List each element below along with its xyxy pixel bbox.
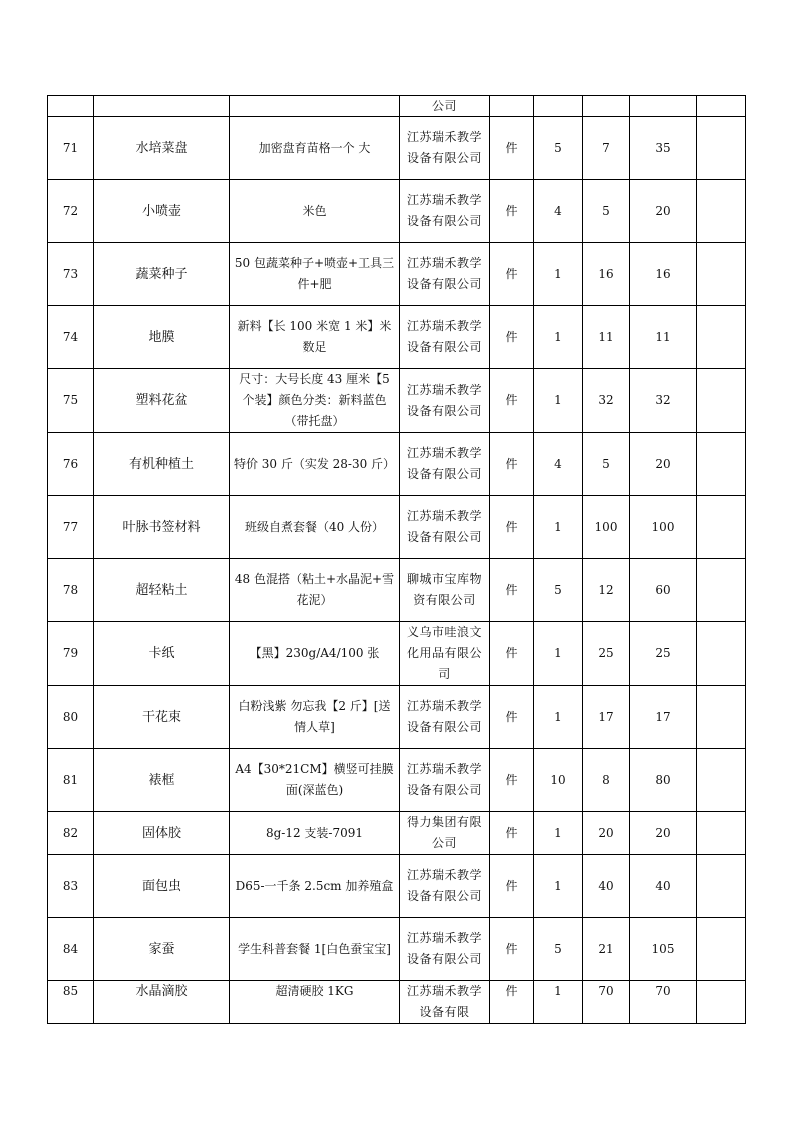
unit-cell: 件 — [490, 812, 534, 855]
quantity-cell: 5 — [534, 117, 583, 180]
unit-cell: 件 — [490, 433, 534, 496]
item-spec-cell: 学生科普套餐 1[白色蚕宝宝] — [230, 918, 400, 981]
item-spec-cell: 新料【长 100 米宽 1 米】米数足 — [230, 306, 400, 369]
unit-cell: 件 — [490, 981, 534, 1024]
item-name-cell: 超轻粘土 — [94, 559, 230, 622]
note-cell — [697, 622, 746, 686]
table-row — [48, 496, 746, 559]
unit-price-cell: 7 — [583, 117, 630, 180]
quantity-cell: 1 — [534, 981, 583, 1024]
quantity-cell: 10 — [534, 749, 583, 812]
unit-price-cell: 5 — [583, 180, 630, 243]
note-cell — [697, 243, 746, 306]
quantity-cell: 1 — [534, 686, 583, 749]
item-name-cell: 裱框 — [94, 749, 230, 812]
total-amount-cell: 105 — [630, 918, 697, 981]
item-spec-cell — [230, 96, 400, 117]
unit-price-cell: 100 — [583, 496, 630, 559]
table-body — [48, 96, 746, 1024]
item-name-cell: 干花束 — [94, 686, 230, 749]
row-number-cell: 76 — [48, 433, 94, 496]
total-amount-cell: 11 — [630, 306, 697, 369]
supplier-cell: 聊城市宝库物资有限公司 — [400, 559, 490, 622]
supplier-cell: 江苏瑞禾教学设备有限公司 — [400, 749, 490, 812]
item-name-cell: 面包虫 — [94, 855, 230, 918]
item-name-cell: 水培菜盘 — [94, 117, 230, 180]
item-name-cell: 固体胶 — [94, 812, 230, 855]
row-number-cell: 77 — [48, 496, 94, 559]
note-cell — [697, 96, 746, 117]
unit-cell: 件 — [490, 117, 534, 180]
total-amount-cell: 25 — [630, 622, 697, 686]
item-spec-cell: 特价 30 斤（实发 28-30 斤） — [230, 433, 400, 496]
unit-cell: 件 — [490, 749, 534, 812]
total-amount-cell — [630, 96, 697, 117]
table-row — [48, 918, 746, 981]
item-spec-cell: 班级自煮套餐（40 人份） — [230, 496, 400, 559]
note-cell — [697, 812, 746, 855]
table-row — [48, 96, 746, 117]
note-cell — [697, 117, 746, 180]
total-amount-cell: 20 — [630, 433, 697, 496]
quantity-cell: 1 — [534, 243, 583, 306]
table-row — [48, 433, 746, 496]
quantity-cell: 5 — [534, 918, 583, 981]
row-number-cell: 78 — [48, 559, 94, 622]
unit-cell: 件 — [490, 306, 534, 369]
item-spec-cell: 加密盘育苗格一个 大 — [230, 117, 400, 180]
row-number-cell: 81 — [48, 749, 94, 812]
item-spec-cell: A4【30*21CM】横竖可挂膜面(深蓝色) — [230, 749, 400, 812]
supplier-cell: 义乌市哇浪文化用品有限公司 — [400, 622, 490, 686]
note-cell — [697, 433, 746, 496]
supplier-cell: 江苏瑞禾教学设备有限公司 — [400, 855, 490, 918]
note-cell — [697, 180, 746, 243]
item-name-cell: 蔬菜种子 — [94, 243, 230, 306]
table-row — [48, 559, 746, 622]
row-number-cell: 74 — [48, 306, 94, 369]
supplier-cell: 江苏瑞禾教学设备有限公司 — [400, 306, 490, 369]
row-number-cell: 82 — [48, 812, 94, 855]
row-number-cell: 79 — [48, 622, 94, 686]
quantity-cell: 4 — [534, 433, 583, 496]
row-number-cell: 71 — [48, 117, 94, 180]
row-number-cell: 73 — [48, 243, 94, 306]
item-spec-cell: 白粉浅紫 勿忘我【2 斤】[送情人草] — [230, 686, 400, 749]
row-number-cell — [48, 96, 94, 117]
note-cell — [697, 686, 746, 749]
unit-price-cell: 16 — [583, 243, 630, 306]
unit-price-cell: 20 — [583, 812, 630, 855]
unit-price-cell — [583, 96, 630, 117]
unit-cell: 件 — [490, 918, 534, 981]
quantity-cell: 1 — [534, 812, 583, 855]
quantity-cell — [534, 96, 583, 117]
quantity-cell: 1 — [534, 306, 583, 369]
unit-cell — [490, 96, 534, 117]
unit-cell: 件 — [490, 369, 534, 433]
table-row — [48, 622, 746, 686]
item-spec-cell: D65-一千条 2.5cm 加养殖盒 — [230, 855, 400, 918]
item-name-cell: 地膜 — [94, 306, 230, 369]
row-number-cell: 83 — [48, 855, 94, 918]
supplier-cell: 江苏瑞禾教学设备有限公司 — [400, 117, 490, 180]
supplier-cell: 江苏瑞禾教学设备有限公司 — [400, 918, 490, 981]
note-cell — [697, 496, 746, 559]
table-row — [48, 855, 746, 918]
note-cell — [697, 749, 746, 812]
note-cell — [697, 369, 746, 433]
unit-price-cell: 32 — [583, 369, 630, 433]
item-name-cell — [94, 96, 230, 117]
supplier-cell: 江苏瑞禾教学设备有限公司 — [400, 496, 490, 559]
note-cell — [697, 306, 746, 369]
supplier-cell: 江苏瑞禾教学设备有限公司 — [400, 369, 490, 433]
table-row — [48, 180, 746, 243]
item-name-cell: 有机种植土 — [94, 433, 230, 496]
total-amount-cell: 32 — [630, 369, 697, 433]
unit-price-cell: 12 — [583, 559, 630, 622]
unit-cell: 件 — [490, 686, 534, 749]
table-row — [48, 749, 746, 812]
unit-price-cell: 5 — [583, 433, 630, 496]
quantity-cell: 4 — [534, 180, 583, 243]
total-amount-cell: 70 — [630, 981, 697, 1024]
total-amount-cell: 17 — [630, 686, 697, 749]
table-row — [48, 243, 746, 306]
total-amount-cell: 80 — [630, 749, 697, 812]
unit-cell: 件 — [490, 622, 534, 686]
table-row — [48, 981, 746, 1024]
total-amount-cell: 60 — [630, 559, 697, 622]
row-number-cell: 72 — [48, 180, 94, 243]
note-cell — [697, 981, 746, 1024]
row-number-cell: 85 — [48, 981, 94, 1024]
total-amount-cell: 20 — [630, 812, 697, 855]
unit-cell: 件 — [490, 243, 534, 306]
total-amount-cell: 16 — [630, 243, 697, 306]
unit-cell: 件 — [490, 180, 534, 243]
quantity-cell: 1 — [534, 496, 583, 559]
total-amount-cell: 40 — [630, 855, 697, 918]
unit-cell: 件 — [490, 496, 534, 559]
supplier-cell: 得力集团有限公司 — [400, 812, 490, 855]
table-row — [48, 306, 746, 369]
table-row — [48, 369, 746, 433]
table-row — [48, 812, 746, 855]
item-spec-cell: 米色 — [230, 180, 400, 243]
total-amount-cell: 35 — [630, 117, 697, 180]
unit-price-cell: 25 — [583, 622, 630, 686]
item-spec-cell: 【黑】230g/A4/100 张 — [230, 622, 400, 686]
quantity-cell: 1 — [534, 855, 583, 918]
unit-cell: 件 — [490, 855, 534, 918]
item-spec-cell: 48 色混搭（粘土+水晶泥+雪花泥） — [230, 559, 400, 622]
quantity-cell: 5 — [534, 559, 583, 622]
note-cell — [697, 855, 746, 918]
row-number-cell: 84 — [48, 918, 94, 981]
unit-cell: 件 — [490, 559, 534, 622]
item-spec-cell: 50 包蔬菜种子+喷壶+工具三件+肥 — [230, 243, 400, 306]
supplier-cell: 江苏瑞禾教学设备有限公司 — [400, 180, 490, 243]
item-spec-cell: 8g-12 支装-7091 — [230, 812, 400, 855]
row-number-cell: 75 — [48, 369, 94, 433]
supplier-cell: 江苏瑞禾教学设备有限公司 — [400, 433, 490, 496]
item-name-cell: 叶脉书签材料 — [94, 496, 230, 559]
item-table — [47, 95, 746, 1024]
unit-price-cell: 11 — [583, 306, 630, 369]
item-name-cell: 塑料花盆 — [94, 369, 230, 433]
item-name-cell: 卡纸 — [94, 622, 230, 686]
unit-price-cell: 70 — [583, 981, 630, 1024]
table-row — [48, 686, 746, 749]
supplier-cell: 江苏瑞禾教学设备有限公司 — [400, 686, 490, 749]
item-name-cell: 小喷壶 — [94, 180, 230, 243]
quantity-cell: 1 — [534, 369, 583, 433]
supplier-cell: 江苏瑞禾教学设备有限公司 — [400, 243, 490, 306]
item-spec-cell: 尺寸：大号长度 43 厘米【5 个装】颜色分类：新料蓝色（带托盘） — [230, 369, 400, 433]
item-spec-cell: 超清硬胶 1KG — [230, 981, 400, 1024]
item-name-cell: 水晶滴胶 — [94, 981, 230, 1024]
unit-price-cell: 8 — [583, 749, 630, 812]
total-amount-cell: 20 — [630, 180, 697, 243]
row-number-cell: 80 — [48, 686, 94, 749]
table-row — [48, 117, 746, 180]
unit-price-cell: 40 — [583, 855, 630, 918]
total-amount-cell: 100 — [630, 496, 697, 559]
quantity-cell: 1 — [534, 622, 583, 686]
unit-price-cell: 17 — [583, 686, 630, 749]
note-cell — [697, 559, 746, 622]
note-cell — [697, 918, 746, 981]
unit-price-cell: 21 — [583, 918, 630, 981]
supplier-cell: 江苏瑞禾教学设备有限 — [400, 981, 490, 1024]
supplier-cell: 公司 — [400, 96, 490, 117]
item-name-cell: 家蚕 — [94, 918, 230, 981]
